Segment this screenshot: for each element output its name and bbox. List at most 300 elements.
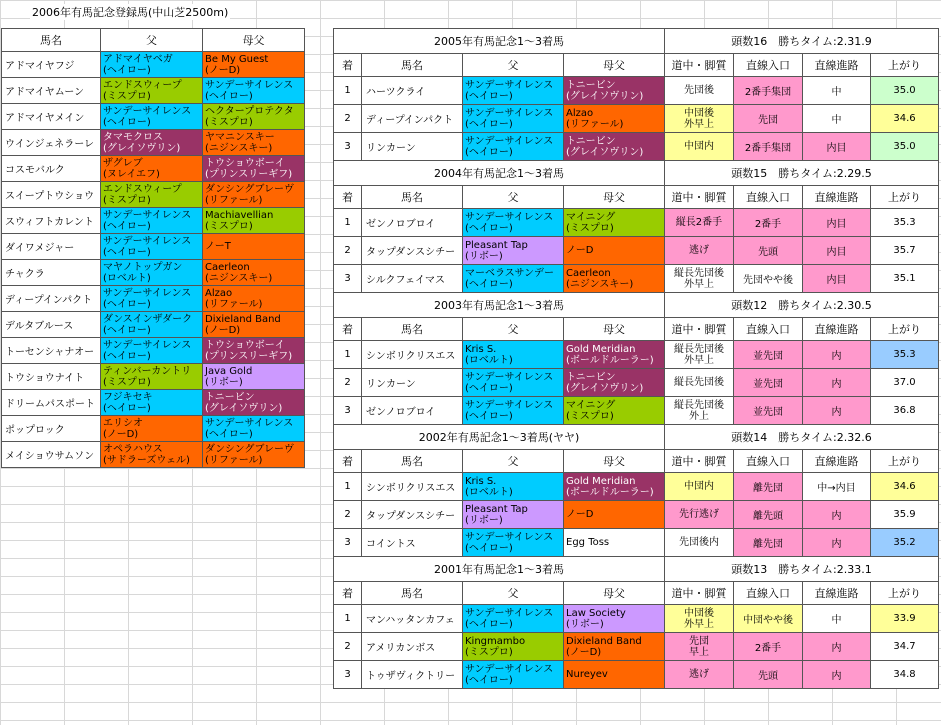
column-header[interactable]: 上がり bbox=[871, 318, 939, 341]
stretch-course-cell[interactable]: 中 bbox=[803, 605, 871, 633]
cell-line: (ヘイロー) bbox=[465, 146, 513, 158]
column-header[interactable]: 直線入口 bbox=[734, 582, 803, 605]
table-row bbox=[334, 265, 939, 293]
column-header[interactable]: 父 bbox=[463, 450, 564, 473]
horse-name-cell[interactable]: アメリカンボス bbox=[362, 633, 463, 661]
cell-line: トウショウボーイ bbox=[205, 339, 285, 351]
position-cell[interactable]: 1 bbox=[334, 209, 362, 237]
horse-name-cell[interactable]: トゥザヴィクトリー bbox=[362, 661, 463, 689]
column-header[interactable]: 着 bbox=[334, 318, 362, 341]
dam-sire-cell[interactable] bbox=[564, 633, 665, 661]
column-header[interactable]: 父 bbox=[101, 29, 203, 52]
cell-line: ノーD bbox=[566, 509, 594, 520]
cell-line: サンデーサイレンス bbox=[103, 339, 192, 351]
sire-cell[interactable] bbox=[101, 130, 203, 156]
dam-sire-cell[interactable] bbox=[203, 182, 305, 208]
column-header[interactable]: 馬名 bbox=[2, 29, 101, 52]
position-cell[interactable]: 2 bbox=[334, 105, 362, 133]
column-header[interactable]: 父 bbox=[463, 54, 564, 77]
cell-line: (ニジンスキー) bbox=[566, 278, 634, 290]
running-style-cell[interactable] bbox=[665, 501, 734, 529]
race-info[interactable]: 頭数15 勝ちタイム:2.29.5 bbox=[665, 161, 939, 186]
column-header[interactable]: 道中・脚質 bbox=[665, 186, 734, 209]
running-style-cell[interactable] bbox=[665, 237, 734, 265]
last-3f-cell[interactable]: 35.3 bbox=[871, 341, 939, 369]
running-style-cell[interactable] bbox=[665, 661, 734, 689]
sire-cell[interactable] bbox=[463, 633, 564, 661]
position-cell[interactable]: 1 bbox=[334, 605, 362, 633]
column-header[interactable]: 道中・脚質 bbox=[665, 54, 734, 77]
cell-line: (ミスプロ) bbox=[103, 194, 151, 206]
last-3f-cell[interactable]: 35.3 bbox=[871, 209, 939, 237]
header-row bbox=[334, 582, 939, 605]
horse-name-cell[interactable]: ウインジェネラーレ bbox=[2, 130, 101, 156]
dam-sire-cell[interactable] bbox=[203, 234, 305, 260]
cell-line: (ヘイロー) bbox=[103, 402, 151, 414]
column-header[interactable]: 直線進路 bbox=[803, 582, 871, 605]
position-cell[interactable]: 1 bbox=[334, 473, 362, 501]
column-header[interactable]: 上がり bbox=[871, 582, 939, 605]
column-header[interactable]: 直線進路 bbox=[803, 450, 871, 473]
last-3f-cell[interactable]: 34.6 bbox=[871, 473, 939, 501]
dam-sire-cell[interactable] bbox=[203, 260, 305, 286]
sire-cell[interactable] bbox=[101, 286, 203, 312]
dam-sire-cell[interactable] bbox=[564, 529, 665, 557]
dam-sire-cell[interactable] bbox=[564, 605, 665, 633]
stretch-entry-cell[interactable]: 先頭 bbox=[734, 237, 803, 265]
dam-sire-cell[interactable] bbox=[564, 209, 665, 237]
column-header[interactable]: 着 bbox=[334, 582, 362, 605]
horse-name-cell[interactable]: ゼンノロブロイ bbox=[362, 397, 463, 425]
cell-line: (ヘイロー) bbox=[103, 116, 151, 128]
race-title[interactable]: 2002年有馬記念1～3着馬(ヤヤ) bbox=[334, 425, 665, 450]
cell-line: サンデーサイレンス bbox=[103, 209, 192, 221]
stretch-course-cell[interactable]: 内 bbox=[803, 529, 871, 557]
column-header[interactable]: 父 bbox=[463, 318, 564, 341]
dam-sire-cell[interactable] bbox=[203, 104, 305, 130]
dam-sire-cell[interactable] bbox=[564, 265, 665, 293]
position-cell[interactable]: 1 bbox=[334, 77, 362, 105]
column-header[interactable]: 母父 bbox=[564, 582, 665, 605]
race-title[interactable]: 2005年有馬記念1～3着馬 bbox=[334, 29, 665, 54]
horse-name-cell[interactable]: ドリームパスポート bbox=[2, 390, 101, 416]
sire-cell[interactable] bbox=[101, 182, 203, 208]
cell-line: サンデーサイレンス bbox=[465, 399, 554, 411]
cell-line: Machiavellian bbox=[205, 209, 274, 221]
sire-cell[interactable] bbox=[463, 341, 564, 369]
last-3f-cell[interactable]: 35.0 bbox=[871, 133, 939, 161]
column-header[interactable]: 上がり bbox=[871, 450, 939, 473]
header-row bbox=[334, 186, 939, 209]
dam-sire-cell[interactable] bbox=[203, 52, 305, 78]
stretch-entry-cell[interactable]: 2番手集団 bbox=[734, 133, 803, 161]
column-header[interactable]: 母父 bbox=[564, 318, 665, 341]
cell-line: トニービン bbox=[566, 371, 616, 383]
table-row bbox=[2, 208, 305, 234]
table-row bbox=[334, 397, 939, 425]
position-cell[interactable]: 3 bbox=[334, 529, 362, 557]
running-style-cell[interactable] bbox=[665, 77, 734, 105]
sire-cell[interactable] bbox=[463, 105, 564, 133]
sire-cell[interactable] bbox=[101, 312, 203, 338]
race-info[interactable]: 頭数16 勝ちタイム:2.31.9 bbox=[665, 29, 939, 54]
cell-line: 先団 bbox=[689, 635, 709, 647]
column-header[interactable]: 上がり bbox=[871, 186, 939, 209]
table-row bbox=[334, 209, 939, 237]
sire-cell[interactable] bbox=[463, 605, 564, 633]
sire-cell[interactable] bbox=[463, 237, 564, 265]
column-header[interactable]: 馬名 bbox=[362, 54, 463, 77]
dam-sire-cell[interactable] bbox=[203, 390, 305, 416]
column-header[interactable]: 道中・脚質 bbox=[665, 450, 734, 473]
dam-sire-cell[interactable] bbox=[564, 369, 665, 397]
cell-line: ザグレブ bbox=[103, 157, 143, 169]
sire-cell[interactable] bbox=[101, 390, 203, 416]
cell-line: Law Society bbox=[566, 607, 626, 619]
stretch-entry-cell[interactable]: 並先団 bbox=[734, 369, 803, 397]
cell-line: (リファール) bbox=[205, 194, 263, 206]
table-row bbox=[2, 364, 305, 390]
position-cell[interactable]: 3 bbox=[334, 397, 362, 425]
horse-name-cell[interactable]: スイープトウショウ bbox=[2, 182, 101, 208]
horse-name-cell[interactable]: マンハッタンカフェ bbox=[362, 605, 463, 633]
cell-line: 外早上 bbox=[684, 118, 714, 130]
position-cell[interactable]: 2 bbox=[334, 501, 362, 529]
column-header[interactable]: 直線入口 bbox=[734, 450, 803, 473]
horse-name-cell[interactable]: ハーツクライ bbox=[362, 77, 463, 105]
sire-cell[interactable] bbox=[463, 265, 564, 293]
cell-line: ダンシングブレーヴ bbox=[205, 443, 294, 455]
horse-name-cell[interactable]: コイントス bbox=[362, 529, 463, 557]
cell-line: Egg Toss bbox=[566, 537, 610, 548]
cell-line: (ボールドルーラー) bbox=[566, 486, 654, 498]
running-style-cell[interactable] bbox=[665, 133, 734, 161]
horse-name-cell[interactable]: シルクフェイマス bbox=[362, 265, 463, 293]
cell-line: ティンバーカントリ bbox=[103, 365, 192, 377]
cell-line: サンデーサイレンス bbox=[465, 135, 554, 147]
last-3f-cell[interactable]: 35.9 bbox=[871, 501, 939, 529]
stretch-course-cell[interactable]: 内 bbox=[803, 633, 871, 661]
dam-sire-cell[interactable] bbox=[203, 364, 305, 390]
sire-cell[interactable] bbox=[463, 661, 564, 689]
column-header[interactable]: 馬名 bbox=[362, 186, 463, 209]
stretch-course-cell[interactable]: 内 bbox=[803, 501, 871, 529]
sire-cell[interactable] bbox=[101, 52, 203, 78]
dam-sire-cell[interactable] bbox=[203, 130, 305, 156]
column-header[interactable]: 母父 bbox=[564, 186, 665, 209]
column-header[interactable]: 直線進路 bbox=[803, 54, 871, 77]
cell-line: サンデーサイレンス bbox=[465, 663, 554, 675]
running-style-cell[interactable] bbox=[665, 529, 734, 557]
sheet-title: 2006年有馬記念登録馬(中山芝2500m) bbox=[32, 6, 229, 19]
horse-name-cell[interactable]: トウショウナイト bbox=[2, 364, 101, 390]
cell-line: 中団後 bbox=[684, 107, 714, 119]
column-header[interactable]: 上がり bbox=[871, 54, 939, 77]
sire-cell[interactable] bbox=[101, 104, 203, 130]
horse-name-cell[interactable]: トーセンシャナオー bbox=[2, 338, 101, 364]
stretch-course-cell[interactable]: 中 bbox=[803, 105, 871, 133]
registered-horses-table bbox=[1, 28, 305, 468]
running-style-cell[interactable] bbox=[665, 341, 734, 369]
stretch-course-cell[interactable]: 内 bbox=[803, 369, 871, 397]
cell-line: 先団後内 bbox=[679, 537, 719, 548]
cell-line: サンデーサイレンス bbox=[103, 235, 192, 247]
stretch-entry-cell[interactable]: 2番手集団 bbox=[734, 77, 803, 105]
running-style-cell[interactable] bbox=[665, 369, 734, 397]
column-header[interactable]: 直線進路 bbox=[803, 186, 871, 209]
dam-sire-cell[interactable] bbox=[203, 208, 305, 234]
dam-sire-cell[interactable] bbox=[203, 338, 305, 364]
position-cell[interactable]: 2 bbox=[334, 237, 362, 265]
column-header[interactable]: 着 bbox=[334, 450, 362, 473]
column-header[interactable]: 直線入口 bbox=[734, 54, 803, 77]
running-style-cell[interactable] bbox=[665, 265, 734, 293]
running-style-cell[interactable] bbox=[665, 605, 734, 633]
horse-name-cell[interactable]: ディープインパクト bbox=[362, 105, 463, 133]
cell-line: (ノーD) bbox=[566, 646, 602, 658]
horse-name-cell[interactable]: タップダンスシチー bbox=[362, 237, 463, 265]
stretch-course-cell[interactable]: 内目 bbox=[803, 237, 871, 265]
stretch-entry-cell[interactable]: 2番手 bbox=[734, 633, 803, 661]
stretch-course-cell[interactable]: 内 bbox=[803, 661, 871, 689]
past-results-table bbox=[333, 28, 939, 689]
cell-line: Pleasant Tap bbox=[465, 239, 528, 251]
running-style-cell[interactable] bbox=[665, 209, 734, 237]
race-title[interactable]: 2001年有馬記念1～3着馬 bbox=[334, 557, 665, 582]
dam-sire-cell[interactable] bbox=[564, 501, 665, 529]
table-row bbox=[334, 473, 939, 501]
position-cell[interactable]: 2 bbox=[334, 369, 362, 397]
dam-sire-cell[interactable] bbox=[564, 661, 665, 689]
horse-name-cell[interactable]: メイショウサムソン bbox=[2, 442, 101, 468]
column-header[interactable]: 父 bbox=[463, 582, 564, 605]
cell-line: トウショウボーイ bbox=[205, 157, 285, 169]
last-3f-cell[interactable]: 35.0 bbox=[871, 77, 939, 105]
stretch-course-cell[interactable]: 内目 bbox=[803, 265, 871, 293]
sire-cell[interactable] bbox=[101, 416, 203, 442]
table-row bbox=[334, 529, 939, 557]
dam-sire-cell[interactable] bbox=[564, 105, 665, 133]
last-3f-cell[interactable]: 35.1 bbox=[871, 265, 939, 293]
running-style-cell[interactable] bbox=[665, 105, 734, 133]
stretch-entry-cell[interactable]: 離先団 bbox=[734, 529, 803, 557]
column-header[interactable]: 父 bbox=[463, 186, 564, 209]
cell-line: (サドラーズウェル) bbox=[103, 454, 190, 466]
table-row bbox=[334, 501, 939, 529]
cell-line: タマモクロス bbox=[103, 131, 163, 143]
sire-cell[interactable] bbox=[463, 77, 564, 105]
cell-line: (ヘイロー) bbox=[103, 220, 151, 232]
dam-sire-cell[interactable] bbox=[203, 286, 305, 312]
column-header[interactable]: 馬名 bbox=[362, 450, 463, 473]
stretch-entry-cell[interactable]: 離先頭 bbox=[734, 501, 803, 529]
position-cell[interactable]: 3 bbox=[334, 265, 362, 293]
dam-sire-cell[interactable] bbox=[564, 397, 665, 425]
stretch-course-cell[interactable]: 中 bbox=[803, 77, 871, 105]
stretch-course-cell[interactable]: 内 bbox=[803, 341, 871, 369]
horse-name-cell[interactable]: ゼンノロブロイ bbox=[362, 209, 463, 237]
sire-cell[interactable] bbox=[101, 234, 203, 260]
cell-line: (ミスプロ) bbox=[205, 116, 253, 128]
sire-cell[interactable] bbox=[463, 529, 564, 557]
cell-line: (ヌレイエフ) bbox=[103, 168, 160, 180]
dam-sire-cell[interactable] bbox=[203, 78, 305, 104]
dam-sire-cell[interactable] bbox=[564, 237, 665, 265]
cell-line: 縦長先団後 bbox=[674, 343, 724, 355]
race-info[interactable]: 頭数13 勝ちタイム:2.33.1 bbox=[665, 557, 939, 582]
sire-cell[interactable] bbox=[463, 209, 564, 237]
race-title[interactable]: 2004年有馬記念1～3着馬 bbox=[334, 161, 665, 186]
cell-line: (グレイソヴリン) bbox=[566, 382, 644, 394]
stretch-entry-cell[interactable]: 2番手 bbox=[734, 209, 803, 237]
last-3f-cell[interactable]: 37.0 bbox=[871, 369, 939, 397]
cell-line: (ヘイロー) bbox=[465, 90, 513, 102]
stretch-course-cell[interactable]: 中→内目 bbox=[803, 473, 871, 501]
last-3f-cell[interactable]: 36.8 bbox=[871, 397, 939, 425]
running-style-cell[interactable] bbox=[665, 397, 734, 425]
sire-cell[interactable] bbox=[101, 208, 203, 234]
cell-line: (ロベルト) bbox=[465, 354, 513, 366]
sire-cell[interactable] bbox=[101, 260, 203, 286]
sire-cell[interactable] bbox=[101, 156, 203, 182]
cell-line: (ヘイロー) bbox=[465, 222, 513, 234]
cell-line: Nureyev bbox=[566, 669, 608, 680]
stretch-course-cell[interactable]: 内 bbox=[803, 397, 871, 425]
cell-line: 早上 bbox=[689, 646, 709, 658]
stretch-entry-cell[interactable]: 先団 bbox=[734, 105, 803, 133]
last-3f-cell[interactable]: 33.9 bbox=[871, 605, 939, 633]
table-row bbox=[2, 260, 305, 286]
last-3f-cell[interactable]: 35.7 bbox=[871, 237, 939, 265]
horse-name-cell[interactable]: リンカーン bbox=[362, 133, 463, 161]
column-header[interactable]: 母父 bbox=[203, 29, 305, 52]
position-cell[interactable]: 1 bbox=[334, 341, 362, 369]
dam-sire-cell[interactable] bbox=[564, 473, 665, 501]
horse-name-cell[interactable]: アドマイヤムーン bbox=[2, 78, 101, 104]
sire-cell[interactable] bbox=[463, 473, 564, 501]
dam-sire-cell[interactable] bbox=[564, 133, 665, 161]
last-3f-cell[interactable]: 34.7 bbox=[871, 633, 939, 661]
horse-name-cell[interactable]: スウィフトカレント bbox=[2, 208, 101, 234]
position-cell[interactable]: 3 bbox=[334, 661, 362, 689]
column-header[interactable]: 馬名 bbox=[362, 318, 463, 341]
cell-line: 外早上 bbox=[684, 354, 714, 366]
position-cell[interactable]: 3 bbox=[334, 133, 362, 161]
cell-line: (ロベルト) bbox=[103, 272, 151, 284]
column-header[interactable]: 着 bbox=[334, 54, 362, 77]
column-header[interactable]: 母父 bbox=[564, 54, 665, 77]
table-row bbox=[2, 78, 305, 104]
dam-sire-cell[interactable] bbox=[564, 77, 665, 105]
sire-cell[interactable] bbox=[101, 442, 203, 468]
column-header[interactable]: 直線入口 bbox=[734, 186, 803, 209]
cell-line: 逃げ bbox=[689, 245, 709, 256]
table-row bbox=[2, 390, 305, 416]
cell-line: (ノーD) bbox=[205, 64, 241, 76]
horse-name-cell[interactable]: ダイワメジャー bbox=[2, 234, 101, 260]
running-style-cell[interactable] bbox=[665, 633, 734, 661]
table-row bbox=[2, 234, 305, 260]
column-header[interactable]: 着 bbox=[334, 186, 362, 209]
sire-cell[interactable] bbox=[101, 78, 203, 104]
dam-sire-cell[interactable] bbox=[203, 156, 305, 182]
last-3f-cell[interactable]: 34.8 bbox=[871, 661, 939, 689]
sire-cell[interactable] bbox=[463, 501, 564, 529]
last-3f-cell[interactable]: 35.2 bbox=[871, 529, 939, 557]
sire-cell[interactable] bbox=[463, 397, 564, 425]
column-header[interactable]: 母父 bbox=[564, 450, 665, 473]
cell-line: サンデーサイレンス bbox=[465, 371, 554, 383]
cell-line: (ニジンスキー) bbox=[205, 272, 273, 284]
dam-sire-cell[interactable] bbox=[564, 341, 665, 369]
horse-name-cell[interactable]: ポップロック bbox=[2, 416, 101, 442]
sire-cell[interactable] bbox=[101, 364, 203, 390]
column-header[interactable]: 道中・脚質 bbox=[665, 582, 734, 605]
sire-cell[interactable] bbox=[463, 133, 564, 161]
dam-sire-cell[interactable] bbox=[203, 442, 305, 468]
sire-cell[interactable] bbox=[463, 369, 564, 397]
cell-line: (ミスプロ) bbox=[465, 646, 513, 658]
column-header[interactable]: 馬名 bbox=[362, 582, 463, 605]
cell-line: サンデーサイレンス bbox=[205, 79, 294, 91]
cell-line: (ボールドルーラー) bbox=[566, 354, 654, 366]
column-header[interactable]: 道中・脚質 bbox=[665, 318, 734, 341]
stretch-entry-cell[interactable]: 並先団 bbox=[734, 397, 803, 425]
cell-line: Dixieland Band bbox=[205, 313, 281, 325]
cell-line: Kingmambo bbox=[465, 635, 526, 647]
cell-line: (グレイソヴリン) bbox=[566, 90, 644, 102]
sire-cell[interactable] bbox=[101, 338, 203, 364]
running-style-cell[interactable] bbox=[665, 473, 734, 501]
dam-sire-cell[interactable] bbox=[203, 416, 305, 442]
cell-line: 中団内 bbox=[684, 141, 714, 152]
stretch-entry-cell[interactable]: 先頭 bbox=[734, 661, 803, 689]
stretch-course-cell[interactable]: 内目 bbox=[803, 209, 871, 237]
horse-name-cell[interactable]: リンカーン bbox=[362, 369, 463, 397]
horse-name-cell[interactable]: タップダンスシチー bbox=[362, 501, 463, 529]
horse-name-cell[interactable]: アドマイヤフジ bbox=[2, 52, 101, 78]
horse-name-cell[interactable]: シンボリクリスエス bbox=[362, 473, 463, 501]
table-row bbox=[2, 52, 305, 78]
cell-line: 縦長2番手 bbox=[675, 217, 723, 228]
horse-name-cell[interactable]: デルタブルース bbox=[2, 312, 101, 338]
stretch-entry-cell[interactable]: 離先団 bbox=[734, 473, 803, 501]
horse-name-cell[interactable]: チャクラ bbox=[2, 260, 101, 286]
cell-line: (ヘイロー) bbox=[465, 410, 513, 422]
race-title[interactable]: 2003年有馬記念1～3着馬 bbox=[334, 293, 665, 318]
race-info[interactable]: 頭数14 勝ちタイム:2.32.6 bbox=[665, 425, 939, 450]
dam-sire-cell[interactable] bbox=[203, 312, 305, 338]
last-3f-cell[interactable]: 34.6 bbox=[871, 105, 939, 133]
horse-name-cell[interactable]: コスモバルク bbox=[2, 156, 101, 182]
horse-name-cell[interactable]: アドマイヤメイン bbox=[2, 104, 101, 130]
horse-name-cell[interactable]: ディープインパクト bbox=[2, 286, 101, 312]
column-header[interactable]: 直線進路 bbox=[803, 318, 871, 341]
race-title-row bbox=[334, 425, 939, 450]
position-cell[interactable]: 2 bbox=[334, 633, 362, 661]
cell-line: Kris S. bbox=[465, 343, 497, 355]
horse-name-cell[interactable]: シンボリクリスエス bbox=[362, 341, 463, 369]
stretch-entry-cell[interactable]: 中団やや後 bbox=[734, 605, 803, 633]
race-info[interactable]: 頭数12 勝ちタイム:2.30.5 bbox=[665, 293, 939, 318]
stretch-entry-cell[interactable]: 並先団 bbox=[734, 341, 803, 369]
column-header[interactable]: 直線入口 bbox=[734, 318, 803, 341]
stretch-entry-cell[interactable]: 先団やや後 bbox=[734, 265, 803, 293]
cell-line: フジキセキ bbox=[103, 391, 153, 403]
cell-line: トニービン bbox=[566, 135, 616, 147]
stretch-course-cell[interactable]: 内目 bbox=[803, 133, 871, 161]
cell-line: (ヘイロー) bbox=[103, 64, 151, 76]
